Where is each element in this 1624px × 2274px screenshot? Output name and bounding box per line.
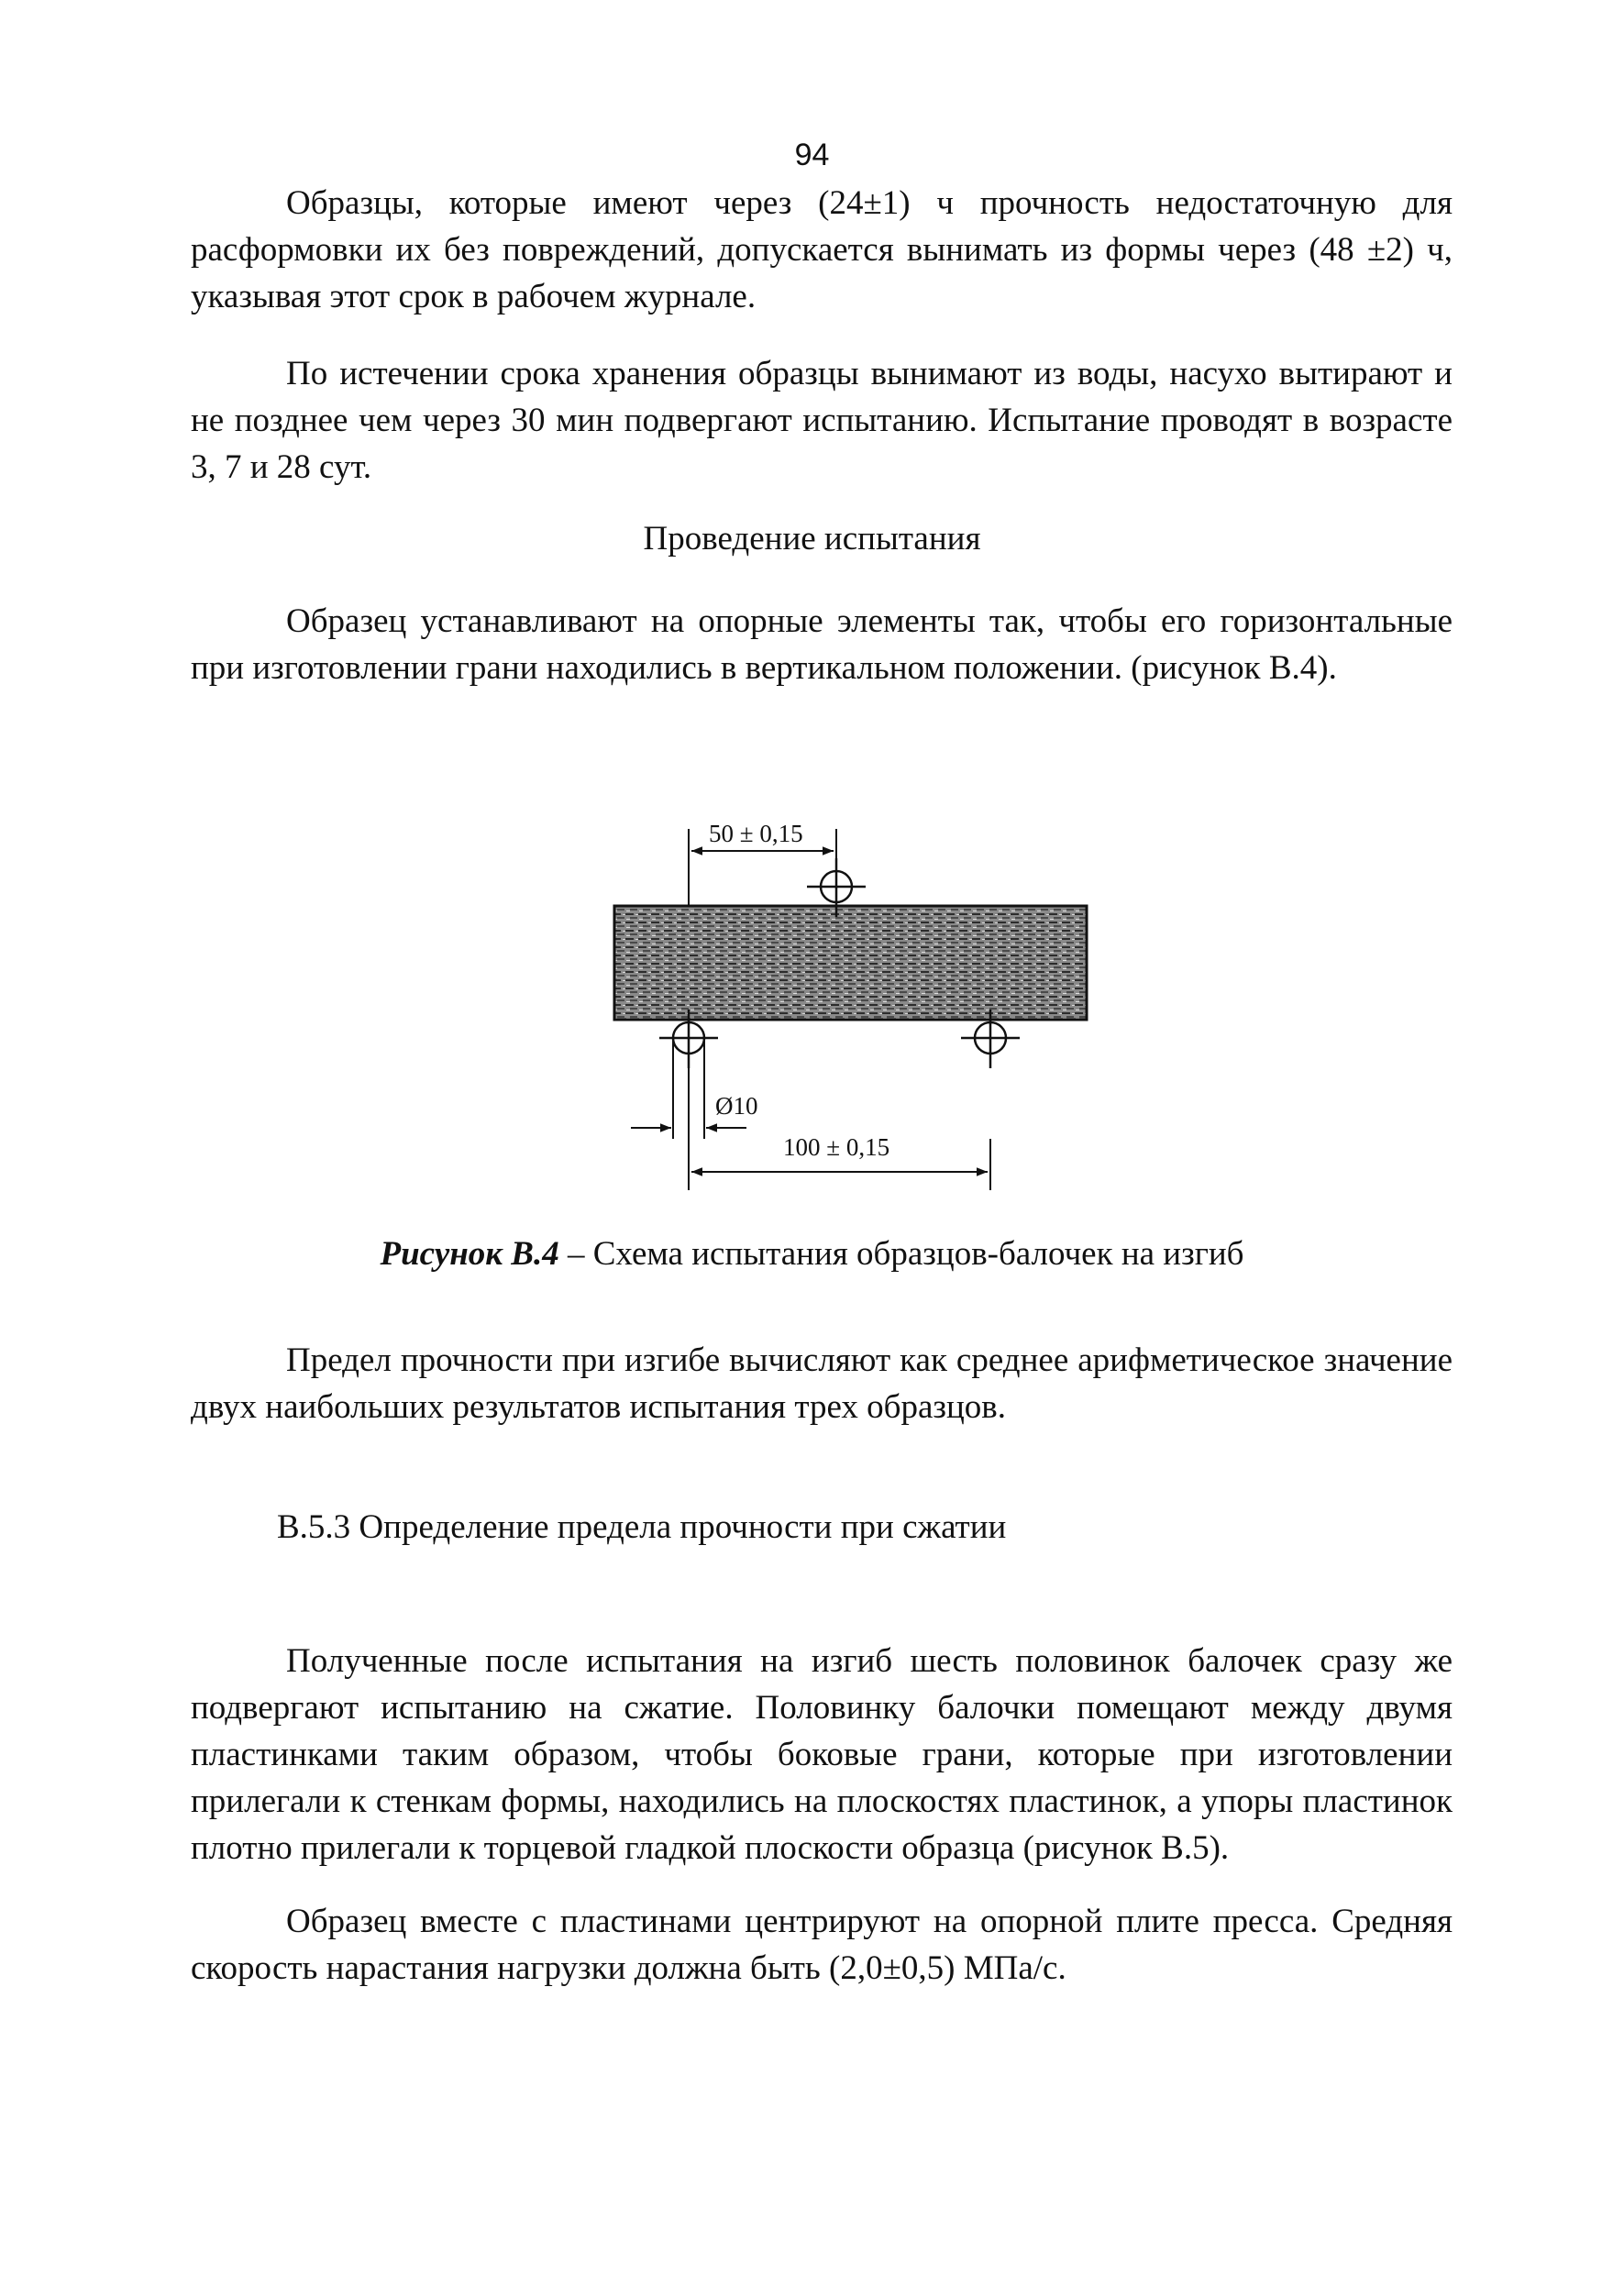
dimension-top-label: 50 ± 0,15 [709, 820, 803, 847]
paragraph-compression-text: Полученные после испытания на изгиб шесть половинок балочек сразу же подвергают испытанию на сжатие. Половинку балочки помещают между двумя пластинками таким образом, чтобы боковые грани, которые при изготовлении прилегали к стенкам формы, находились на плоскостях пластинок, а упоры пластинок плотно прилегали к торцевой гладкой плоскости образца (рисунок В.5). [191, 1642, 1453, 1867]
paragraph-demolding [191, 180, 1453, 320]
heading-test-procedure: Проведение испытания [643, 520, 981, 557]
dimension-diameter-label: Ø10 [715, 1092, 758, 1120]
section-title-b53: В.5.3 Определение предела прочности при сжатии [277, 1508, 1007, 1546]
page-number: 94 [794, 138, 830, 172]
paragraph-strength-calc [191, 1337, 1453, 1430]
paragraph-demolding-text: Образцы, которые имеют через (24±1) ч прочность недостаточную для расформовки их без повреждений, допускается вынимать из формы через (48 ±2) ч, указывая этот срок в рабочем журнале. [191, 184, 1453, 315]
figure-bending-test-diagram [587, 789, 1100, 1210]
figure-caption [0, 1231, 1624, 1277]
paragraph-loading-rate [191, 1898, 1453, 1992]
paragraph-storage [191, 350, 1453, 491]
figure-caption-text: – Схема испытания образцов-балочек на изгиб [558, 1235, 1244, 1273]
paragraph-placement [191, 598, 1453, 691]
dimension-bottom-label: 100 ± 0,15 [783, 1133, 890, 1161]
paragraph-storage-text: По истечении срока хранения образцы вынимают из воды, насухо вытирают и не позднее чем через 30 мин подвергают испытанию. Испытание проводят в возрасте 3, 7 и 28 сут. [191, 355, 1453, 486]
paragraph-placement-text: Образец устанавливают на опорные элементы так, чтобы его горизонтальные при изготовлении грани находились в вертикальном положении. (рисунок В.4). [191, 602, 1453, 687]
figure-caption-label: Рисунок В.4 [380, 1235, 559, 1273]
paragraph-loading-rate-text: Образец вместе с пластинами центрируют на опорной плите пресса. Средняя скорость нарастания нагрузки должна быть (2,0±0,5) МПа/с. [191, 1903, 1453, 1987]
paragraph-strength-calc-text: Предел прочности при изгибе вычисляют как среднее арифметическое значение двух наибольших результатов испытания трех образцов. [191, 1341, 1453, 1426]
dimension-bottom-lines [689, 1068, 990, 1190]
beam-specimen [614, 906, 1087, 1020]
paragraph-compression [191, 1638, 1453, 1871]
